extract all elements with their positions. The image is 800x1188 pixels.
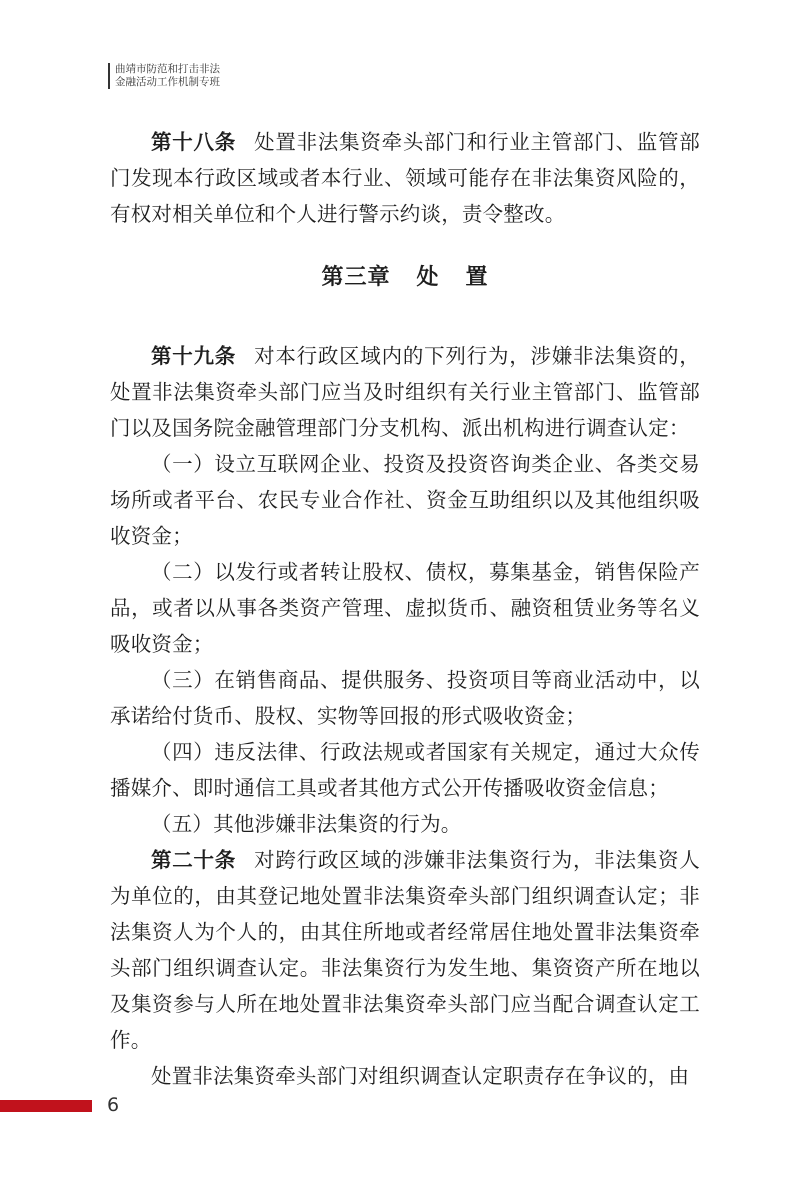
article-19-item-5: （五）其他涉嫌非法集资的行为。 <box>151 812 462 836</box>
article-18-label: 第十八条 <box>151 130 237 154</box>
article-20-continuation: 处置非法集资牵头部门对组织调查认定职责存在争议的，由 <box>151 1064 690 1088</box>
header-line-2: 金融活动工作机制专班 <box>115 76 220 88</box>
article-18 <box>110 124 700 232</box>
article-19-item-3: （三）在销售商品、提供服务、投资项目等商业活动中，以承诺给付货币、股权、实物等回报的形式吸收资金； <box>110 668 700 728</box>
chapter-title: 第三章 处 置 <box>321 265 489 290</box>
article-20-text: 对跨行政区域的涉嫌非法集资行为，非法集资人为单位的，由其登记地处置非法集资牵头部门组织调查认定；非法集资人为个人的，由其住所地或者经常居住地处置非法集资牵头部门组织调查认定。非法集资行为发生地、集资资产所在地以及集资参与人所在地处置非法集资牵头部门应当配合调查认定工作。 <box>110 848 700 1052</box>
article-19-item-4: （四）违反法律、行政法规或者国家有关规定，通过大众传播媒介、即时通信工具或者其他方式公开传播吸收资金信息； <box>110 740 700 800</box>
article-20-label: 第二十条 <box>151 848 237 872</box>
page-body <box>110 124 700 1094</box>
article-19-item-2: （二）以发行或者转让股权、债权，募集基金，销售保险产品，或者以从事各类资产管理、虚拟货币、融资租赁业务等名义吸收资金； <box>110 560 700 656</box>
page-number: 6 <box>107 1094 120 1116</box>
article-18-text: 处置非法集资牵头部门和行业主管部门、监管部门发现本行政区域或者本行业、领域可能存在非法集资风险的，有权对相关单位和个人进行警示约谈，责令整改。 <box>110 130 700 226</box>
article-19-label: 第十九条 <box>151 344 237 368</box>
article-20 <box>110 842 700 1058</box>
running-header <box>108 63 220 89</box>
article-19-text: 对本行政区域内的下列行为，涉嫌非法集资的，处置非法集资牵头部门应当及时组织有关行业主管部门、监管部门以及国务院金融管理部门分支机构、派出机构进行调查认定： <box>110 344 700 440</box>
header-line-1: 曲靖市防范和打击非法 <box>115 63 220 75</box>
footer-accent-bar <box>0 1100 92 1112</box>
article-19 <box>110 338 700 446</box>
article-19-item-1: （一）设立互联网企业、投资及投资咨询类企业、各类交易场所或者平台、农民专业合作社、资金互助组织以及其他组织吸收资金； <box>110 452 700 548</box>
